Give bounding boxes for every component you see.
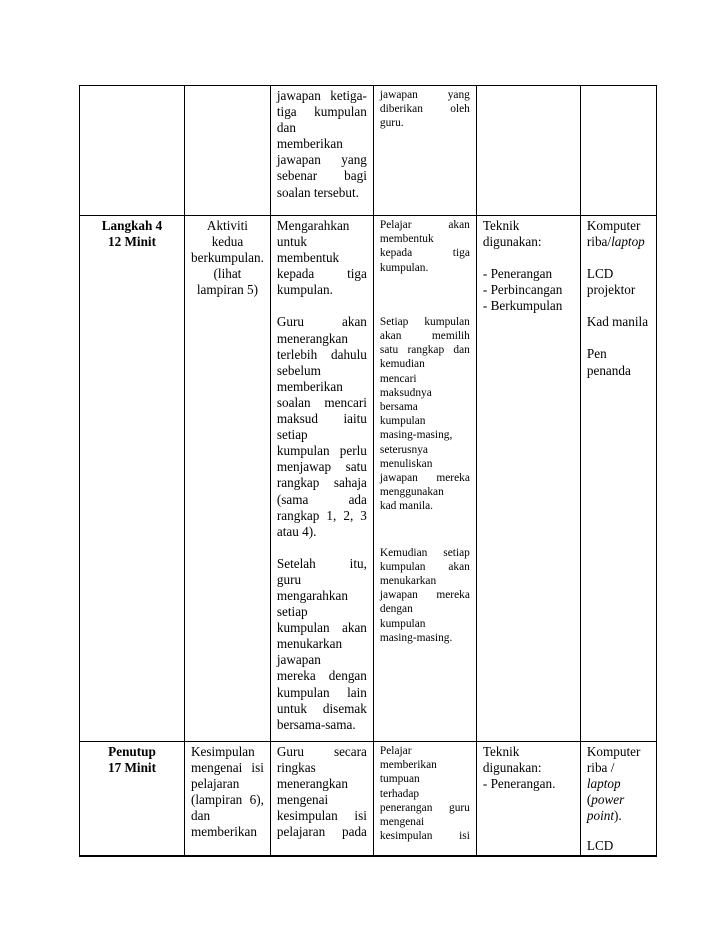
text-line: (lampiran 6), xyxy=(191,792,264,808)
stage-cell xyxy=(80,742,185,856)
text-line: Setelah itu, xyxy=(276,555,367,571)
text-line: mengenai isi xyxy=(191,760,264,776)
text-line: kumpulan perlu xyxy=(276,443,367,459)
text-line: memberikan xyxy=(191,824,257,840)
text-line: Kemudian setiap xyxy=(379,546,470,559)
table-row xyxy=(80,742,657,856)
stage-cell xyxy=(80,216,185,742)
technique-item: - Perbincangan xyxy=(482,282,563,298)
technique-cell xyxy=(476,86,580,216)
text-line: tumpuan xyxy=(379,773,420,786)
text-line: menukarkan xyxy=(276,636,343,652)
text-line: jawapan yang xyxy=(276,152,367,168)
text-line: diberikan oleh xyxy=(379,103,470,116)
text-line: kesimpulan isi xyxy=(379,830,470,843)
text-line: rangkap 1, 2, 3 xyxy=(276,507,367,523)
text-line: rangkap sahaja xyxy=(276,475,367,491)
text-line: memberikan xyxy=(276,378,343,394)
text-line: membentuk xyxy=(276,250,340,266)
text-line: kumpulan akan xyxy=(379,560,470,573)
materials-cell: Komputer riba/laptop LCD projektor Kad manila Pen penanda xyxy=(580,216,656,742)
stage-label: Penutup xyxy=(108,744,156,759)
text-line: jawapan yang xyxy=(379,89,470,101)
text-line: Guru secara xyxy=(276,744,367,759)
text-line: Pelajar xyxy=(379,745,412,757)
text-line: terlebih dahulu xyxy=(276,346,367,362)
text-line: menerangkan xyxy=(276,776,348,792)
text-line: Teknik xyxy=(482,218,520,233)
text-line: jawapan xyxy=(276,652,321,668)
text-line: kumpulan akan xyxy=(276,620,367,636)
stage-label: Langkah 4 xyxy=(101,218,163,233)
text-line: sebenar bagi xyxy=(276,168,367,184)
activity-cell xyxy=(185,86,271,216)
text-line: Setiap kumpulan xyxy=(379,315,470,328)
text-line: penerangan guru xyxy=(379,801,470,814)
text-line: tiga kumpulan xyxy=(276,104,367,120)
text-line: mencari xyxy=(379,372,417,385)
text-line: terhadap xyxy=(379,787,420,800)
text-line: soalan tersebut. xyxy=(276,184,359,200)
text-line: akan memilih xyxy=(379,330,470,343)
text-line: Aktiviti xyxy=(206,218,248,233)
text-line: atau 4). xyxy=(276,523,317,539)
text-line: mereka dengan xyxy=(276,668,367,684)
table-row xyxy=(80,86,657,216)
text-line: pelajaran xyxy=(191,776,240,792)
text-line: pelajaran pada xyxy=(276,824,367,840)
material-item: Kad manila xyxy=(586,314,649,330)
activity-cell xyxy=(185,742,271,856)
text-line: mengenai xyxy=(379,816,425,829)
text-line: maksudnya xyxy=(379,386,432,399)
text-line: kumpulan xyxy=(379,617,426,630)
teacher-activity-cell xyxy=(270,742,373,856)
student-activity-cell xyxy=(373,86,476,216)
text-line: setiap xyxy=(276,427,308,443)
material-item: Komputer xyxy=(586,218,641,233)
text-line: dan xyxy=(191,808,211,824)
teacher-activity-cell xyxy=(270,86,373,216)
text-line: membentuk xyxy=(379,233,434,246)
text-line: kepada tiga xyxy=(379,247,470,260)
text-line: kesimpulan isi xyxy=(276,808,367,824)
text-line: dan xyxy=(276,120,296,136)
text-line: menggunakan xyxy=(379,486,444,499)
text-line: masing-masing, xyxy=(379,429,453,442)
text-line: menjawap satu xyxy=(276,459,367,475)
text-line: soalan mencari xyxy=(276,394,367,410)
text-line: guru. xyxy=(379,117,404,130)
text-line: kumpulan. xyxy=(379,261,429,274)
text-line: menerangkan xyxy=(276,330,348,346)
materials-cell: Komputer riba / laptop (power point). LCD xyxy=(580,742,656,856)
material-item: Komputer xyxy=(586,744,641,759)
text-line: Guru akan xyxy=(276,314,367,330)
text-line: kedua xyxy=(211,234,244,250)
text-line: guru xyxy=(276,571,302,587)
text-line: berkumpulan. xyxy=(191,250,264,266)
text-line: kumpulan lain xyxy=(276,684,367,700)
lesson-plan-table xyxy=(79,85,657,857)
student-activity-cell xyxy=(373,216,476,742)
text-line: mengarahkan xyxy=(276,587,348,603)
text-line: kad manila. xyxy=(379,500,434,513)
text-line: untuk disemak xyxy=(276,700,367,716)
text-line: kemudian xyxy=(379,358,425,371)
text-line: menukarkan xyxy=(379,575,437,588)
technique-cell xyxy=(476,216,580,742)
text-line: digunakan: xyxy=(482,234,542,250)
technique-item: - Berkumpulan xyxy=(482,298,563,314)
text-line: Kesimpulan xyxy=(191,744,255,759)
text-line: kumpulan xyxy=(379,415,426,428)
text-line: memberikan xyxy=(379,759,437,772)
text-line: kumpulan. xyxy=(276,282,333,298)
teacher-activity-cell xyxy=(270,216,373,742)
student-activity-cell xyxy=(373,742,476,856)
text-line: (sama ada xyxy=(276,491,367,507)
text-line: menuliskan xyxy=(379,457,433,470)
text-line: Mengarahkan xyxy=(276,218,350,233)
text-line: bersama-sama. xyxy=(276,716,356,732)
text-line: memberikan xyxy=(276,136,343,152)
text-line: sebelum xyxy=(276,362,321,378)
activity-cell xyxy=(185,216,271,742)
text-line: maksud iaitu xyxy=(276,411,367,427)
text-line: mengenai xyxy=(276,792,329,808)
text-line: (lihat xyxy=(213,266,242,282)
text-line: Teknik xyxy=(482,744,520,759)
text-line: setiap xyxy=(276,604,308,620)
text-line: jawapan ketiga- xyxy=(276,88,367,103)
stage-cell xyxy=(80,86,185,216)
materials-cell xyxy=(580,86,656,216)
text-line: bersama xyxy=(379,401,418,414)
text-line: masing-masing. xyxy=(379,631,453,644)
technique-item: - Penerangan xyxy=(482,266,553,282)
text-line: jawapan mereka xyxy=(379,472,470,485)
stage-label: 17 Minit xyxy=(108,760,156,776)
text-line: digunakan: xyxy=(482,760,542,776)
material-item: LCD xyxy=(586,266,614,282)
stage-label: 12 Minit xyxy=(108,234,156,250)
text-line: dengan xyxy=(379,603,413,616)
text-line: seterusnya xyxy=(379,443,428,456)
table-row xyxy=(80,216,657,742)
text-line: jawapan mereka xyxy=(379,589,470,602)
technique-cell xyxy=(476,742,580,856)
material-item: LCD xyxy=(586,838,614,854)
text-line: satu rangkap dan xyxy=(379,344,470,357)
text-line: lampiran 5) xyxy=(196,282,259,298)
text-line: Pelajar akan xyxy=(379,219,470,231)
technique-item: - Penerangan. xyxy=(482,776,556,792)
text-line: ringkas xyxy=(276,760,316,776)
text-line: untuk xyxy=(276,234,307,250)
text-line: kepada tiga xyxy=(276,266,367,282)
material-item: Pen xyxy=(586,346,607,362)
